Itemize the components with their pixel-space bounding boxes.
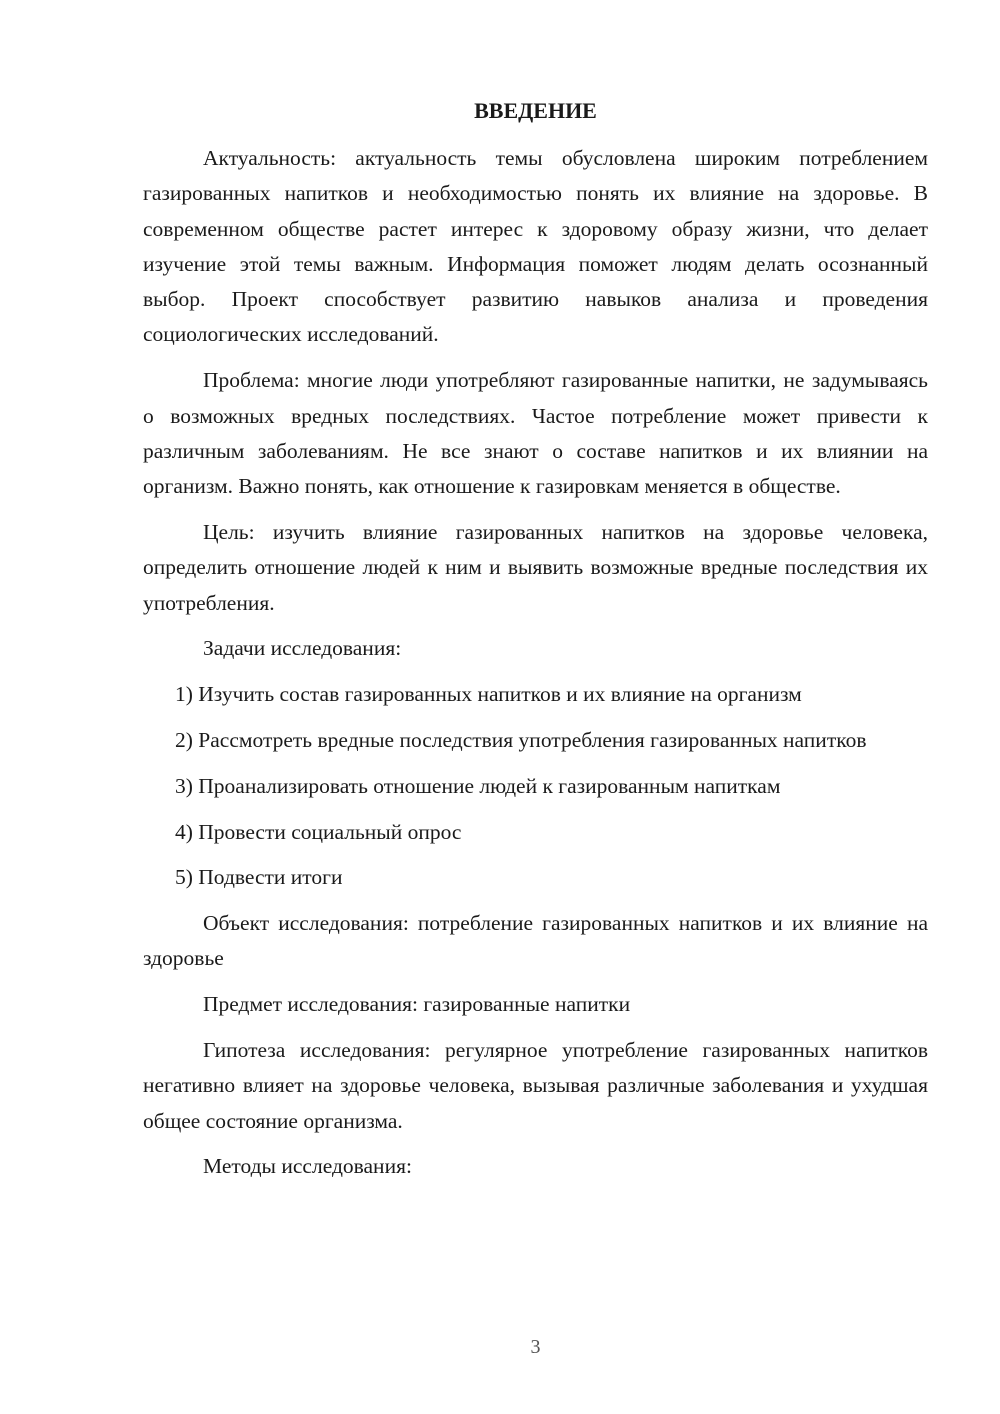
paragraph-object: Объект исследования: потребление газированных напитков и их влияние на здоровье (143, 911, 928, 971)
task-item: 5) Подвести итоги (175, 865, 343, 890)
paragraph-subject: Предмет исследования: газированные напитки (203, 992, 631, 1017)
task-item: 2) Рассмотреть вредные последствия употребления газированных напитков (175, 727, 867, 752)
paragraph-problem: Проблема: многие люди употребляют газированные напитки, не задумываясь о возможных вредных последствиях. Частое потребление может привести к различным заболеваниям. Не все знают о составе напитков и их влиянии на организм. Важно понять, как отношение к газировкам меняется в обществе. (143, 368, 928, 499)
task-item: 4) Провести социальный опрос (175, 819, 462, 844)
paragraph-relevance: Актуальность: актуальность темы обусловлена широким потреблением газированных напитков и необходимостью понять их влияние на здоровье. В современном обществе растет интерес к здоровому образу жизни, что делает изучение этой темы важным. Информация поможет людям делать осознанный выбор. Проект способствует развитию навыков анализа и проведения социологических исследований. (143, 146, 928, 347)
task-item: 3) Проанализировать отношение людей к газированным напиткам (175, 773, 781, 798)
paragraph-methods: Методы исследования: (203, 1154, 412, 1179)
document-body (143, 141, 928, 1195)
paragraph-goal: Цель: изучить влияние газированных напитков на здоровье человека, определить отношение людей к ним и выявить возможные вредные последствия их употребления. (143, 519, 928, 615)
task-item: 1) Изучить состав газированных напитков и их влияние на организм (175, 682, 802, 707)
paragraph-hypothesis: Гипотеза исследования: регулярное употребление газированных напитков негативно влияет на здоровье человека, вызывая различные заболевания и ухудшая общее состояние организма. (143, 1038, 928, 1133)
paragraph-tasks-heading: Задачи исследования: (203, 636, 402, 661)
document-page (143, 0, 928, 1414)
page-title: ВВЕДЕНИЕ (474, 98, 597, 123)
page-number: 3 (530, 1336, 541, 1358)
